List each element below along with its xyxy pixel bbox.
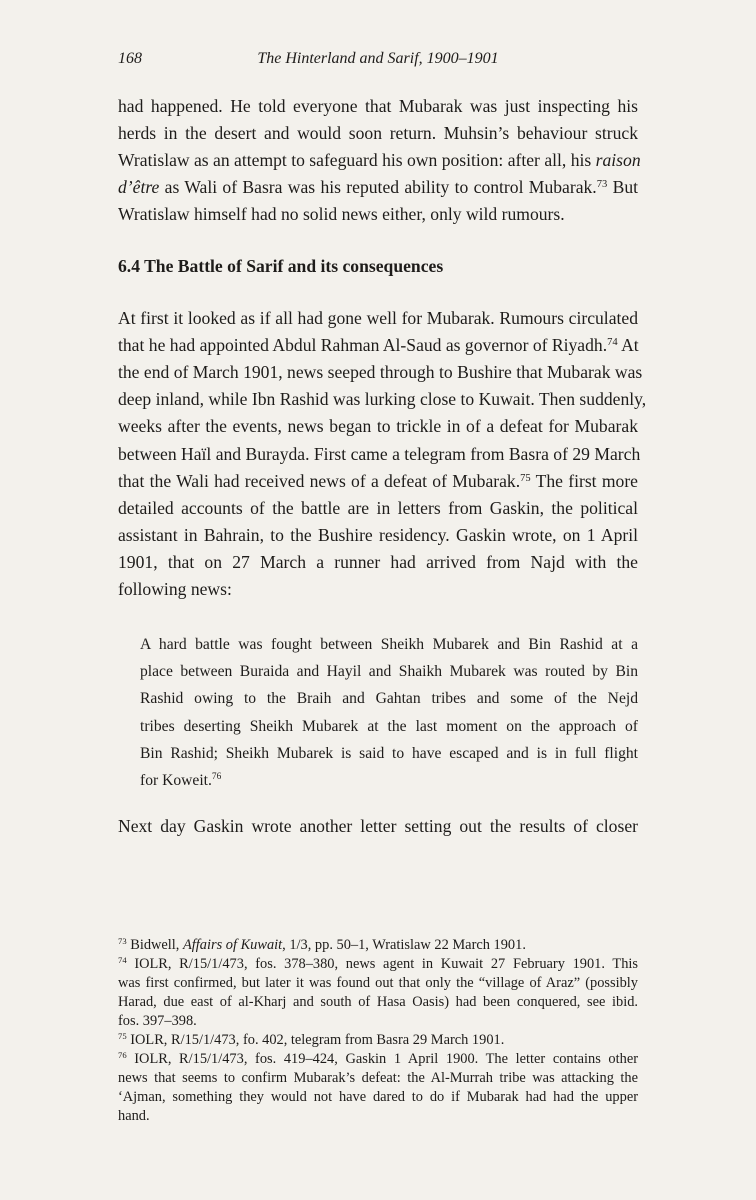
block-quote-line: [140, 690, 638, 708]
footnote-ref: 74: [607, 337, 618, 349]
text: that he had appointed Abdul Rahman Al-Saud as governor of Riyadh.: [118, 335, 608, 356]
paragraph-2-line: [118, 389, 647, 410]
text: A hard battle was fought between Sheikh Mubarek and Bin Rashid at a: [140, 636, 638, 653]
italic-text: d’être: [118, 177, 160, 197]
footnote-line: [118, 1051, 638, 1068]
text: Wratislaw himself had no solid news either, only wild rumours.: [118, 204, 565, 224]
text: was first confirmed, but later it was found out that only the “village of Araz” (possibly: [118, 975, 638, 991]
text: assistant in Bahrain, to the Bushire residency. Gaskin wrote, on 1 April: [118, 524, 638, 545]
text: herds in the desert and would soon return. Muhsin’s behaviour struck: [118, 123, 638, 143]
text: , 1/3, pp. 50–1, Wratislaw 22 March 1901.: [282, 937, 526, 953]
text: Wratislaw as an attempt to safeguard his own position: after all, his: [118, 150, 596, 170]
footnote-line: [118, 1108, 638, 1125]
text: weeks after the events, news began to trickle in of a defeat for Mubarak: [118, 416, 638, 437]
text: At first it looked as if all had gone well for Mubarak. Rumours circulated: [118, 308, 638, 328]
text: Bidwell,: [126, 937, 183, 953]
text: following news:: [118, 579, 232, 599]
text: that the Wali had received news of a defeat of Mubarak.: [118, 470, 521, 491]
text: fos. 397–398.: [118, 1013, 197, 1029]
text: for Koweit.: [140, 772, 212, 789]
footnote-ref: 75: [118, 1031, 127, 1041]
paragraph-1-line: [118, 96, 638, 117]
running-title: The Hinterland and Sarif, 1900–1901: [257, 50, 499, 67]
footnote-ref: 74: [118, 955, 127, 965]
text: IOLR, R/15/1/473, fos. 419–424, Gaskin 1 April 1900. The letter contains other: [126, 1051, 638, 1067]
paragraph-2-line: [118, 308, 638, 329]
block-quote-line: [140, 772, 638, 790]
footnote-line: [118, 1013, 638, 1030]
footnote-line: [118, 1070, 638, 1087]
italic-text: raison: [595, 150, 641, 170]
paragraph-1-line: [118, 177, 638, 198]
text: At: [617, 335, 639, 356]
italic-text: Affairs of Kuwait: [183, 937, 283, 953]
paragraph-2-line: [118, 416, 638, 437]
text: Harad, due east of al-Kharj and south of Hasa Oasis) had been conquered, see ibid.: [118, 994, 638, 1010]
paragraph-2-line: [118, 525, 638, 546]
footnote-ref: 75: [520, 472, 531, 484]
footnote-line: [118, 1089, 638, 1106]
paragraph-2-line: [118, 579, 638, 600]
text: detailed accounts of the battle are in letters from Gaskin, the political: [118, 497, 638, 518]
text: the end of March 1901, news seeped through to Bushire that Mubarak was: [118, 362, 643, 383]
paragraph-1-line: [118, 150, 641, 171]
footnote-ref: 76: [118, 1050, 127, 1060]
block-quote-line: [140, 663, 638, 681]
text: deep inland, while Ibn Rashid was lurking close to Kuwait. Then suddenly,: [118, 389, 647, 410]
block-quote-line: [140, 636, 638, 654]
footnote-ref: 73: [118, 936, 127, 946]
paragraph-3-line: [118, 816, 638, 837]
text: between Haïl and Burayda. First came a telegram from Basra of 29 March: [118, 443, 641, 464]
footnote-line: [118, 975, 638, 992]
text: ‘Ajman, something they would not have dared to do if Mubarak had had the upper: [118, 1089, 638, 1105]
text: had happened. He told everyone that Mubarak was just inspecting his: [118, 96, 638, 116]
paragraph-2-line: [118, 443, 641, 465]
paragraph-2-line: [118, 335, 638, 356]
paragraph-2-line: [118, 498, 638, 519]
text: as Wali of Basra was his reputed ability to control Mubarak.: [159, 177, 597, 197]
footnote-ref: 76: [211, 772, 222, 782]
text: news that seems to confirm Mubarak’s defeat: the Al-Murrah tribe was attacking the: [118, 1070, 638, 1086]
page-number: 168: [118, 50, 142, 67]
footnote-line: [118, 1032, 638, 1049]
text: 1901, that on 27 March a runner had arrived from Najd with the: [118, 551, 638, 572]
text: Next day Gaskin wrote another letter setting out the results of closer: [118, 816, 638, 836]
footnote-ref: 73: [596, 179, 608, 190]
text: hand.: [118, 1108, 150, 1124]
footnote-line: [118, 956, 638, 973]
text: But: [607, 177, 639, 197]
paragraph-1-line: [118, 123, 638, 144]
paragraph-2-line: [118, 362, 643, 383]
text: place between Buraida and Hayil and Shaikh Mubarek was routed by Bin: [140, 663, 638, 681]
footnote-line: [118, 994, 638, 1011]
paragraph-2-line: [118, 552, 638, 573]
text: IOLR, R/15/1/473, fos. 378–380, news agent in Kuwait 27 February 1901. This: [126, 956, 638, 972]
paragraph-1-line: [118, 204, 638, 225]
footnote-line: [118, 937, 638, 954]
text: tribes deserting Sheikh Mubarek at the last moment on the approach of: [140, 717, 638, 735]
text: Rashid owing to the Braih and Gahtan tribes and some of the Nejd: [140, 690, 638, 708]
text: Bin Rashid; Sheikh Mubarek is said to have escaped and is in full flight: [140, 744, 638, 762]
text: The first more: [530, 470, 638, 491]
section-heading: 6.4 The Battle of Sarif and its consequences: [118, 256, 444, 276]
text: IOLR, R/15/1/473, fo. 402, telegram from Basra 29 March 1901.: [126, 1032, 505, 1048]
paragraph-2-line: [118, 471, 638, 492]
block-quote-line: [140, 718, 638, 736]
block-quote-line: [140, 745, 638, 763]
